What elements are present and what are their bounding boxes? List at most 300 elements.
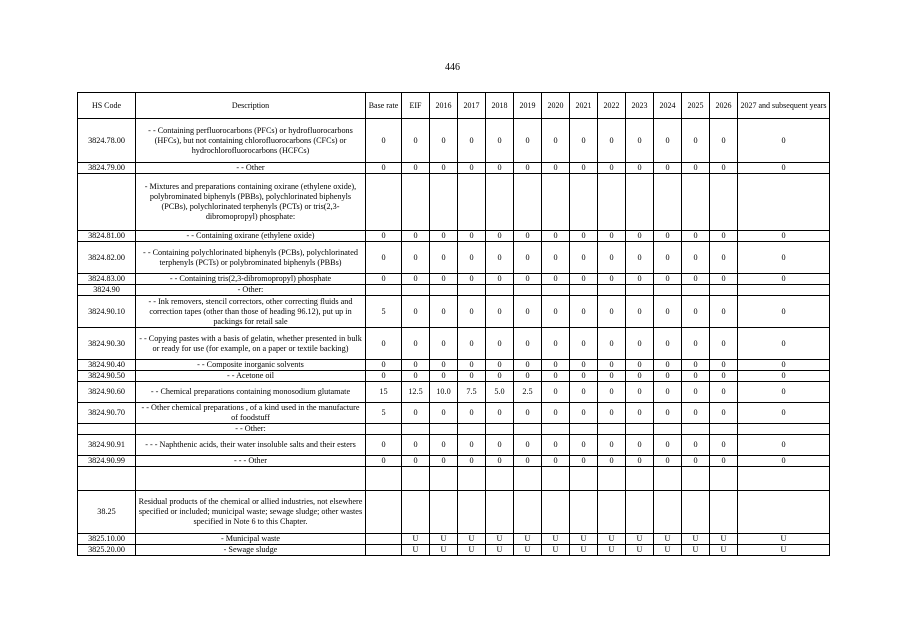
rate-cell: 0 [570, 435, 598, 456]
rate-cell: U [430, 534, 458, 545]
rate-cell [626, 424, 654, 435]
rate-cell [570, 424, 598, 435]
rate-cell: 0 [486, 119, 514, 163]
rate-cell: 0 [598, 242, 626, 274]
rate-cell: U [654, 545, 682, 556]
rate-cell: 0 [402, 242, 430, 274]
table-row [78, 360, 830, 371]
base-rate-cell: 5 [366, 296, 402, 328]
rate-cell: 0 [710, 274, 738, 285]
description-cell: - - - Naphthenic acids, their water insoluble salts and their esters [136, 435, 366, 456]
rate-cell [710, 491, 738, 534]
rate-cell: 0 [430, 242, 458, 274]
rate-cell: 0 [542, 274, 570, 285]
rate-cell: U [738, 534, 830, 545]
rate-cell: 0 [486, 328, 514, 360]
rate-cell: 10.0 [430, 382, 458, 403]
rate-cell: 0 [458, 296, 486, 328]
rate-cell: U [626, 534, 654, 545]
hs-code-cell: 38.25 [78, 491, 136, 534]
rate-cell: 0 [598, 371, 626, 382]
column-header: 2024 [654, 93, 682, 119]
rate-cell [570, 491, 598, 534]
rate-cell: 0 [654, 371, 682, 382]
rate-cell: 0 [514, 328, 542, 360]
rate-cell [626, 285, 654, 296]
column-header: 2022 [598, 93, 626, 119]
rate-cell: 0 [710, 403, 738, 424]
base-rate-cell: 0 [366, 435, 402, 456]
rate-cell: 0 [486, 360, 514, 371]
rate-cell [570, 467, 598, 491]
rate-cell: 0 [458, 456, 486, 467]
rate-cell: 0 [654, 360, 682, 371]
rate-cell [738, 491, 830, 534]
description-cell: - Mixtures and preparations containing oxirane (ethylene oxide), polybrominated biphenyls (PBBs), polychlorinated biphenyls (PCBs), polychlorinated terphenyls (PCTs) or tris(2,3-dibromopropyl) phosphate: [136, 174, 366, 231]
rate-cell: 0 [486, 403, 514, 424]
rate-cell: 0 [654, 231, 682, 242]
rate-cell: 0 [486, 163, 514, 174]
rate-cell: 0 [598, 274, 626, 285]
rate-cell [738, 467, 830, 491]
rate-cell: 0 [710, 360, 738, 371]
column-header: 2023 [626, 93, 654, 119]
table-row [78, 285, 830, 296]
rate-cell: 0 [682, 360, 710, 371]
rate-cell: 0 [514, 435, 542, 456]
rate-cell [430, 285, 458, 296]
table-header-row [78, 93, 830, 119]
rate-cell: 0 [486, 371, 514, 382]
description-cell: - - Containing tris(2,3-dibromopropyl) phosphate [136, 274, 366, 285]
hs-code-cell: 3824.90.70 [78, 403, 136, 424]
table-row [78, 534, 830, 545]
rate-cell: 0 [542, 163, 570, 174]
rate-cell: 0 [542, 119, 570, 163]
rate-cell: 0 [598, 360, 626, 371]
base-rate-cell [366, 545, 402, 556]
rate-cell: 0 [710, 371, 738, 382]
description-cell [136, 467, 366, 491]
column-header: 2025 [682, 93, 710, 119]
rate-cell: U [682, 545, 710, 556]
base-rate-cell: 15 [366, 382, 402, 403]
hs-code-cell [78, 424, 136, 435]
rate-cell: 0 [570, 296, 598, 328]
rate-cell: 0 [598, 382, 626, 403]
rate-cell: 0 [654, 382, 682, 403]
rate-cell [430, 491, 458, 534]
rate-cell: 0 [626, 456, 654, 467]
base-rate-cell: 0 [366, 274, 402, 285]
rate-cell: 0 [430, 296, 458, 328]
rate-cell: 0 [514, 403, 542, 424]
rate-cell [458, 285, 486, 296]
rate-cell: 0 [598, 231, 626, 242]
table-row [78, 382, 830, 403]
rate-cell: U [486, 545, 514, 556]
base-rate-cell [366, 534, 402, 545]
rate-cell: 0 [626, 163, 654, 174]
rate-cell: U [710, 534, 738, 545]
rate-cell: 0 [626, 231, 654, 242]
hs-code-cell: 3824.83.00 [78, 274, 136, 285]
rate-cell: 0 [458, 274, 486, 285]
rate-cell: 0 [402, 231, 430, 242]
table-row [78, 371, 830, 382]
rate-cell: 0 [402, 403, 430, 424]
rate-cell: 0 [710, 382, 738, 403]
rate-cell: U [458, 534, 486, 545]
description-cell: - - Acetone oil [136, 371, 366, 382]
rate-cell: 0 [570, 274, 598, 285]
rate-cell: 0 [458, 403, 486, 424]
rate-cell: 0 [710, 435, 738, 456]
rate-cell: 0 [486, 296, 514, 328]
table-row [78, 456, 830, 467]
rate-cell: 0 [458, 242, 486, 274]
rate-cell: 5.0 [486, 382, 514, 403]
hs-code-cell: 3824.90.99 [78, 456, 136, 467]
rate-cell: 0 [710, 231, 738, 242]
rate-cell: 0 [626, 382, 654, 403]
rate-cell [626, 467, 654, 491]
rate-cell: 0 [486, 435, 514, 456]
rate-cell: 0 [738, 371, 830, 382]
rate-cell [458, 491, 486, 534]
table-row [78, 545, 830, 556]
rate-cell: 0 [570, 242, 598, 274]
rate-cell [682, 467, 710, 491]
table-row [78, 424, 830, 435]
rate-cell: 0 [458, 231, 486, 242]
rate-cell: 0 [514, 274, 542, 285]
rate-cell: 0 [402, 371, 430, 382]
rate-cell: 0 [654, 403, 682, 424]
rate-cell: 0 [710, 163, 738, 174]
table-row [78, 467, 830, 491]
description-cell: - - Copying pastes with a basis of gelatin, whether presented in bulk or ready for use (for example, on a paper or textile backing) [136, 328, 366, 360]
rate-cell: 0 [458, 360, 486, 371]
rate-cell [402, 174, 430, 231]
rate-cell [542, 174, 570, 231]
rate-cell: 0 [514, 360, 542, 371]
hs-code-cell: 3824.81.00 [78, 231, 136, 242]
rate-cell [402, 285, 430, 296]
rate-cell [682, 491, 710, 534]
hs-code-cell [78, 174, 136, 231]
rate-cell: 0 [542, 382, 570, 403]
rate-cell: 0 [514, 231, 542, 242]
base-rate-cell [366, 285, 402, 296]
rate-cell: 0 [654, 328, 682, 360]
rate-cell: U [430, 545, 458, 556]
rate-cell: 0 [430, 456, 458, 467]
base-rate-cell: 0 [366, 242, 402, 274]
rate-cell: 0 [738, 274, 830, 285]
rate-cell [710, 174, 738, 231]
rate-cell: 0 [402, 328, 430, 360]
rate-cell [738, 424, 830, 435]
rate-cell: 0 [738, 456, 830, 467]
table-row [78, 163, 830, 174]
rate-cell: 2.5 [514, 382, 542, 403]
rate-cell: 0 [654, 296, 682, 328]
rate-cell [598, 285, 626, 296]
rate-cell: 0 [738, 296, 830, 328]
rate-cell: 0 [654, 456, 682, 467]
rate-cell: 0 [654, 274, 682, 285]
rate-cell [598, 174, 626, 231]
rate-cell [430, 467, 458, 491]
rate-cell: 0 [654, 163, 682, 174]
rate-cell [654, 424, 682, 435]
column-header: 2027 and subsequent years [738, 93, 830, 119]
rate-cell [738, 285, 830, 296]
rate-cell: 0 [430, 371, 458, 382]
rate-cell: U [514, 534, 542, 545]
base-rate-cell [366, 174, 402, 231]
rate-cell: 0 [626, 328, 654, 360]
rate-cell [682, 424, 710, 435]
table-row [78, 242, 830, 274]
hs-code-cell: 3824.90 [78, 285, 136, 296]
rate-cell: 0 [570, 371, 598, 382]
rate-cell: U [486, 534, 514, 545]
rate-cell: U [738, 545, 830, 556]
hs-code-cell: 3824.90.30 [78, 328, 136, 360]
rate-cell: 0 [738, 242, 830, 274]
base-rate-cell: 0 [366, 163, 402, 174]
rate-cell: 0 [542, 328, 570, 360]
rate-cell: 0 [738, 119, 830, 163]
rate-cell: 0 [738, 163, 830, 174]
rate-cell: 0 [598, 119, 626, 163]
rate-cell: 0 [458, 435, 486, 456]
rate-cell: 0 [430, 119, 458, 163]
rate-cell: 0 [626, 119, 654, 163]
description-cell: - - Containing polychlorinated biphenyls (PCBs), polychlorinated terphenyls (PCTs) or polybrominated biphenyls (PBBs) [136, 242, 366, 274]
rate-cell: 0 [626, 296, 654, 328]
rate-cell [710, 424, 738, 435]
rate-cell: 0 [402, 296, 430, 328]
column-header: 2016 [430, 93, 458, 119]
rate-cell: U [710, 545, 738, 556]
rate-cell: 0 [570, 163, 598, 174]
rate-cell [430, 424, 458, 435]
rate-cell [682, 174, 710, 231]
rate-cell: 0 [626, 360, 654, 371]
rate-cell: 0 [458, 328, 486, 360]
rate-cell: 0 [710, 242, 738, 274]
table-row [78, 231, 830, 242]
column-header: 2021 [570, 93, 598, 119]
rate-cell [710, 467, 738, 491]
rate-cell [626, 174, 654, 231]
hs-code-cell: 3824.90.60 [78, 382, 136, 403]
rate-cell: U [514, 545, 542, 556]
base-rate-cell [366, 467, 402, 491]
rate-cell [570, 285, 598, 296]
rate-cell: 0 [486, 231, 514, 242]
rate-cell: 0 [430, 360, 458, 371]
rate-cell: U [458, 545, 486, 556]
rate-cell: U [654, 534, 682, 545]
page-number: 446 [445, 62, 460, 73]
hs-code-cell [78, 467, 136, 491]
rate-cell [542, 467, 570, 491]
description-cell: - - Containing perfluorocarbons (PFCs) or hydrofluorocarbons (HFCs), but not containing chlorofluorocarbons (CFCs) or hydrochlorofluorocarbons (HCFCs) [136, 119, 366, 163]
rate-cell: 0 [654, 242, 682, 274]
rate-cell: 0 [682, 435, 710, 456]
description-cell: - Sewage sludge [136, 545, 366, 556]
rate-cell [486, 174, 514, 231]
hs-code-cell: 3824.78.00 [78, 119, 136, 163]
rate-cell [654, 491, 682, 534]
rate-cell: 0 [626, 371, 654, 382]
rate-cell: 0 [682, 163, 710, 174]
rate-cell: 0 [598, 328, 626, 360]
rate-cell: 0 [710, 328, 738, 360]
rate-cell [542, 424, 570, 435]
rate-cell: 0 [402, 163, 430, 174]
hs-code-cell: 3824.90.50 [78, 371, 136, 382]
rate-cell: 0 [486, 274, 514, 285]
rate-cell [570, 174, 598, 231]
rate-cell: 0 [682, 382, 710, 403]
rate-cell [514, 491, 542, 534]
column-header: Base rate [366, 93, 402, 119]
rate-cell: U [542, 534, 570, 545]
rate-cell: 0 [570, 456, 598, 467]
rate-cell: 7.5 [458, 382, 486, 403]
rate-cell: 0 [542, 296, 570, 328]
rate-cell: 0 [682, 456, 710, 467]
rate-cell: 0 [402, 119, 430, 163]
rate-cell [654, 174, 682, 231]
rate-cell: U [402, 534, 430, 545]
rate-cell [710, 285, 738, 296]
rate-cell: 0 [542, 435, 570, 456]
rate-cell: U [542, 545, 570, 556]
table-row [78, 403, 830, 424]
column-header: EIF [402, 93, 430, 119]
rate-cell: 0 [710, 119, 738, 163]
rate-cell [514, 424, 542, 435]
rate-cell: 0 [514, 371, 542, 382]
description-cell: - - Other [136, 163, 366, 174]
rate-cell: 0 [570, 403, 598, 424]
rate-cell [654, 467, 682, 491]
rate-cell [514, 174, 542, 231]
column-header: 2019 [514, 93, 542, 119]
base-rate-cell: 0 [366, 231, 402, 242]
rate-cell [682, 285, 710, 296]
hs-code-cell: 3825.10.00 [78, 534, 136, 545]
rate-cell: 0 [542, 456, 570, 467]
rate-cell: 0 [738, 360, 830, 371]
base-rate-cell [366, 491, 402, 534]
rate-cell: 0 [626, 242, 654, 274]
rate-cell: 0 [514, 456, 542, 467]
table-row [78, 296, 830, 328]
rate-cell: 0 [598, 403, 626, 424]
rate-cell: 0 [486, 456, 514, 467]
rate-cell: 0 [626, 274, 654, 285]
rate-cell: 0 [682, 371, 710, 382]
column-header: Description [136, 93, 366, 119]
rate-cell [626, 491, 654, 534]
rate-cell [486, 424, 514, 435]
rate-cell: 0 [570, 231, 598, 242]
rate-cell: 0 [430, 403, 458, 424]
tariff-schedule-table [77, 92, 830, 556]
rate-cell: 0 [402, 435, 430, 456]
rate-cell: 0 [458, 163, 486, 174]
rate-cell: 0 [402, 360, 430, 371]
rate-cell: 0 [514, 242, 542, 274]
rate-cell: U [570, 545, 598, 556]
rate-cell: 0 [430, 435, 458, 456]
rate-cell: 0 [682, 231, 710, 242]
description-cell: - - Composite inorganic solvents [136, 360, 366, 371]
rate-cell: 0 [682, 119, 710, 163]
base-rate-cell: 0 [366, 371, 402, 382]
table-row [78, 435, 830, 456]
rate-cell [514, 467, 542, 491]
rate-cell [402, 424, 430, 435]
base-rate-cell: 0 [366, 360, 402, 371]
rate-cell: 0 [682, 274, 710, 285]
rate-cell: 0 [570, 119, 598, 163]
hs-code-cell: 3824.79.00 [78, 163, 136, 174]
rate-cell: 0 [598, 163, 626, 174]
hs-code-cell: 3824.82.00 [78, 242, 136, 274]
rate-cell: 0 [682, 242, 710, 274]
rate-cell [402, 491, 430, 534]
rate-cell: 0 [682, 403, 710, 424]
base-rate-cell: 0 [366, 328, 402, 360]
rate-cell: 0 [682, 296, 710, 328]
base-rate-cell: 0 [366, 119, 402, 163]
rate-cell: 0 [542, 371, 570, 382]
rate-cell: 0 [654, 435, 682, 456]
rate-cell: 12.5 [402, 382, 430, 403]
rate-cell: 0 [654, 119, 682, 163]
rate-cell: U [682, 534, 710, 545]
base-rate-cell [366, 424, 402, 435]
rate-cell [458, 174, 486, 231]
rate-cell: 0 [738, 328, 830, 360]
rate-cell: 0 [598, 456, 626, 467]
rate-cell: 0 [430, 231, 458, 242]
rate-cell: U [626, 545, 654, 556]
rate-cell: 0 [430, 163, 458, 174]
column-header: 2020 [542, 93, 570, 119]
column-header: HS Code [78, 93, 136, 119]
rate-cell: 0 [626, 435, 654, 456]
rate-cell [458, 467, 486, 491]
description-cell: - - Containing oxirane (ethylene oxide) [136, 231, 366, 242]
description-cell: - Municipal waste [136, 534, 366, 545]
rate-cell: 0 [402, 274, 430, 285]
rate-cell [738, 174, 830, 231]
column-header: 2017 [458, 93, 486, 119]
rate-cell: 0 [514, 296, 542, 328]
rate-cell [486, 491, 514, 534]
rate-cell: U [402, 545, 430, 556]
rate-cell: 0 [682, 328, 710, 360]
